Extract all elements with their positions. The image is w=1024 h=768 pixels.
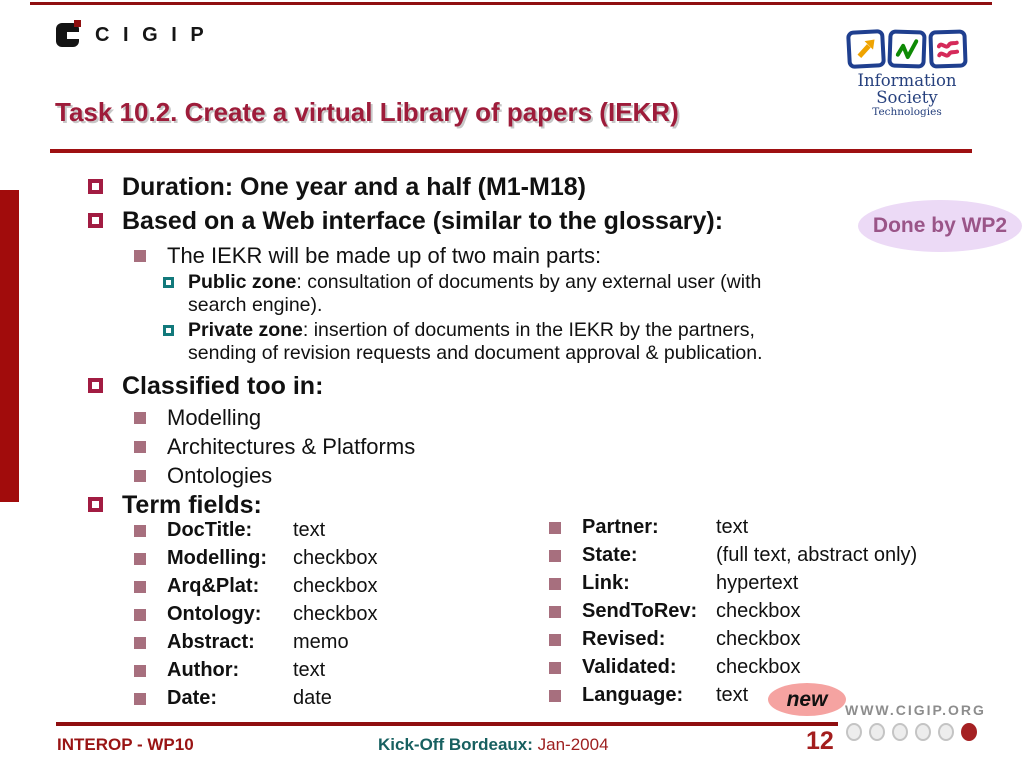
field-value: text	[716, 516, 749, 538]
bullet-line-ontologies	[0, 462, 272, 489]
waves-icon	[928, 29, 967, 68]
page-number: 12	[806, 727, 834, 755]
field-row-arqplat	[0, 575, 378, 603]
field-value: checkbox	[716, 600, 801, 622]
field-label: SendToRev:	[582, 600, 698, 622]
bullet-text: Term fields:	[122, 491, 262, 519]
field-value: checkbox	[716, 628, 801, 650]
bullet-line-private-zone	[0, 319, 818, 365]
field-value: checkbox	[716, 656, 801, 678]
field-value: (full text, abstract only)	[716, 544, 918, 566]
field-row-validated	[415, 656, 917, 684]
bullet-square-icon	[134, 581, 146, 593]
bullet-text: Ontologies	[167, 463, 273, 488]
field-row-date	[0, 687, 378, 715]
bullet-square-icon	[163, 277, 174, 288]
footer-event-label: Kick-Off Bordeaux:	[378, 735, 533, 754]
bullet-text: Based on a Web interface (similar to the glossary):	[122, 207, 724, 235]
field-row-revised	[415, 628, 917, 656]
footer-rule	[56, 722, 838, 726]
bullet-line-iekr-parts	[0, 242, 601, 269]
bullet-square-icon	[134, 470, 146, 482]
done-by-wp2-badge: Done by WP2	[858, 200, 1022, 252]
field-label: Ontology:	[167, 603, 262, 625]
bullet-square-icon	[88, 497, 103, 512]
bullet-square-icon	[549, 634, 561, 646]
arrow-icon	[846, 29, 886, 69]
footer-event-date: Jan-2004	[532, 735, 609, 754]
term-fields-right-column	[415, 516, 917, 712]
field-label: Author:	[167, 659, 240, 681]
cigip-logo-text: C I G I P	[95, 24, 208, 46]
field-label: Modelling:	[167, 547, 267, 569]
dot-icon	[869, 723, 885, 741]
bullet-line-modelling	[0, 404, 261, 431]
bullet-square-icon	[549, 606, 561, 618]
footer-project-label: INTEROP - WP10	[57, 735, 194, 754]
field-label: Date:	[167, 687, 218, 709]
dot-icon	[846, 723, 862, 741]
bullet-square-icon	[134, 412, 146, 424]
field-value: checkbox	[293, 603, 378, 625]
field-row-ontology	[0, 603, 378, 631]
top-rule	[30, 2, 992, 5]
ist-logo-line2: Technologies	[872, 106, 942, 118]
field-label: State:	[582, 544, 638, 566]
bullet-text: Architectures & Platforms	[167, 434, 416, 459]
bullet-text: Public zone	[188, 271, 297, 293]
bullet-text: Duration: One year and a half (M1-M18)	[122, 173, 586, 201]
bullet-square-icon	[134, 665, 146, 677]
bullet-text-rest: : consultation of documents by any external user (with search engine).	[188, 271, 762, 316]
dot-icon	[915, 723, 931, 741]
bullet-square-icon	[549, 690, 561, 702]
bullet-text: Classified too in:	[122, 372, 324, 400]
field-row-author	[0, 659, 378, 687]
bullet-line-duration	[0, 172, 586, 202]
bullet-line-public-zone	[0, 271, 818, 317]
field-row-partner	[415, 516, 917, 544]
bullet-square-icon	[134, 637, 146, 649]
field-label: Arq&Plat:	[167, 575, 260, 597]
dot-icon	[938, 723, 954, 741]
field-label: Language:	[582, 684, 684, 706]
bullet-square-icon	[134, 525, 146, 537]
field-value: text	[293, 519, 326, 541]
field-value: checkbox	[293, 547, 378, 569]
ist-logo-squares	[832, 30, 982, 68]
bullet-square-icon	[134, 441, 146, 453]
bullet-text: The IEKR will be made up of two main parts:	[167, 243, 602, 268]
bullet-square-icon	[134, 609, 146, 621]
bullet-line-classified	[0, 371, 323, 401]
field-row-state	[415, 544, 917, 572]
bullet-square-icon	[88, 213, 103, 228]
dot-indicator-row	[846, 723, 977, 741]
cigip-logo	[55, 18, 208, 53]
bullet-square-icon	[88, 378, 103, 393]
bullet-square-icon	[549, 578, 561, 590]
bullet-square-icon	[549, 522, 561, 534]
field-label: Validated:	[582, 656, 677, 678]
field-label: Partner:	[582, 516, 659, 538]
bullet-square-icon	[134, 250, 146, 262]
field-label: Abstract:	[167, 631, 255, 653]
field-row-doctitle	[0, 519, 378, 547]
ist-logo-line1: Information Society	[857, 71, 957, 107]
bullet-square-icon	[163, 325, 174, 336]
field-value: memo	[293, 631, 349, 653]
bullet-text: Modelling	[167, 405, 262, 430]
term-fields-left-column	[0, 519, 378, 715]
bullet-text: Private zone	[188, 319, 303, 341]
field-row-abstract	[0, 631, 378, 659]
cigip-logo-icon	[55, 18, 85, 53]
bullet-square-icon	[549, 662, 561, 674]
field-value: text	[716, 684, 749, 706]
field-row-modelling	[0, 547, 378, 575]
dot-icon	[892, 723, 908, 741]
field-label: Revised:	[582, 628, 666, 650]
page-title: Task 10.2. Create a virtual Library of papers (IEKR)	[55, 97, 679, 127]
zigzag-icon	[887, 29, 926, 68]
field-value: checkbox	[293, 575, 378, 597]
bullet-square-icon	[549, 550, 561, 562]
field-label: DocTitle:	[167, 519, 253, 541]
bullet-square-icon	[88, 179, 103, 194]
field-value: hypertext	[716, 572, 799, 594]
bullet-line-architectures	[0, 433, 415, 460]
field-value: text	[293, 659, 326, 681]
field-row-sendtorev	[415, 600, 917, 628]
dot-icon-active	[961, 723, 977, 741]
ist-logo	[832, 30, 982, 118]
bullet-text-rest: : insertion of documents in the IEKR by the partners, sending of revision requests and document approval & publication.	[188, 319, 763, 364]
ist-logo-text	[832, 72, 982, 118]
bullet-square-icon	[134, 553, 146, 565]
bullet-line-term-fields	[0, 490, 262, 520]
field-row-link	[415, 572, 917, 600]
footer-event	[378, 735, 609, 755]
field-value: date	[293, 687, 332, 709]
title-underline-rule	[50, 149, 972, 153]
website-label: WWW.CIGIP.ORG	[845, 702, 986, 718]
bullet-line-web-interface	[0, 206, 723, 236]
bullet-square-icon	[134, 693, 146, 705]
new-badge: new	[768, 683, 846, 716]
field-label: Link:	[582, 572, 630, 594]
